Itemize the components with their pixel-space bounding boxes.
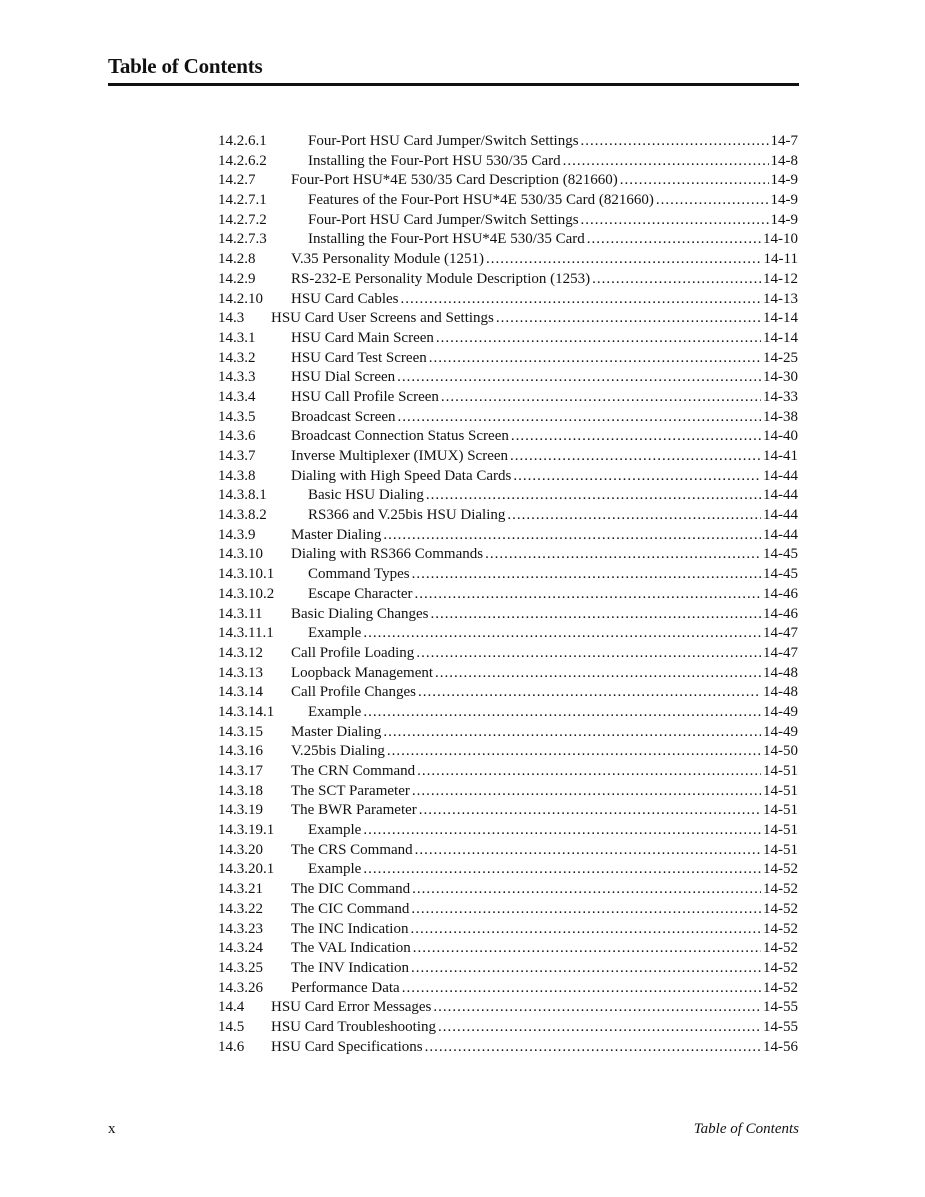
dot-leader (401, 289, 762, 309)
toc-entry-number: 14.3.10 (218, 546, 263, 563)
toc-entry-line (308, 151, 798, 171)
toc-entry-title[interactable]: Master Dialing (291, 526, 382, 543)
toc-entry-title[interactable]: Performance Data (291, 979, 400, 996)
toc-entry-page[interactable]: 14-56 (763, 1038, 798, 1055)
toc-entry-title[interactable]: Command Types (308, 566, 410, 583)
toc-entry-number: 14.3 (218, 310, 245, 327)
toc-entry-number: 14.3.20.1 (218, 861, 275, 878)
dot-leader (397, 367, 761, 387)
toc-entry-page[interactable]: 14-52 (763, 900, 798, 917)
toc-entry-page[interactable]: 14-47 (763, 625, 798, 642)
toc-entry-line (308, 485, 798, 505)
toc-entry-page[interactable]: 14-47 (763, 644, 798, 661)
dot-leader (413, 938, 761, 958)
toc-entry-page[interactable]: 14-11 (763, 251, 798, 268)
toc-entry[interactable] (0, 938, 925, 958)
toc-entry-line (291, 544, 798, 564)
dot-leader (363, 702, 761, 722)
toc-entry-line (308, 131, 798, 151)
toc-entry-page[interactable]: 14-52 (763, 979, 798, 996)
toc-entry-number: 14.3.24 (218, 940, 263, 957)
dot-leader (411, 899, 761, 919)
toc-entry-line (308, 623, 798, 643)
dot-leader (620, 170, 769, 190)
toc-entry-line (308, 859, 798, 879)
dot-leader (398, 407, 761, 427)
toc-entry[interactable] (0, 269, 925, 289)
toc-entry-line (291, 466, 798, 486)
toc-entry-number: 14.3.9 (218, 526, 256, 543)
footer-page-number: x (108, 1121, 116, 1137)
toc-entry[interactable] (0, 820, 925, 840)
toc-entry-number: 14.3.8 (218, 467, 256, 484)
dot-leader (419, 800, 761, 820)
toc-entry[interactable] (0, 407, 925, 427)
toc-entry-line (291, 525, 798, 545)
dot-leader (435, 663, 761, 683)
toc-entry-number: 14.3.14.1 (218, 703, 275, 720)
dot-leader (363, 859, 761, 879)
toc-entry-line (291, 663, 798, 683)
dot-leader (416, 643, 761, 663)
toc-entry-page[interactable]: 14-8 (770, 152, 798, 169)
toc-entry-number: 14.3.13 (218, 664, 263, 681)
toc-entry-number: 14.4 (218, 999, 245, 1016)
toc-entry-page[interactable]: 14-50 (763, 743, 798, 760)
dot-leader (411, 958, 761, 978)
dot-leader (496, 308, 761, 328)
toc-entry[interactable] (0, 761, 925, 781)
toc-entry-line (291, 919, 798, 939)
toc-entry-title[interactable]: Four-Port HSU Card Jumper/Switch Settings (308, 133, 579, 149)
toc-entry-page[interactable]: 14-51 (763, 802, 798, 819)
dot-leader (485, 544, 761, 564)
dot-leader (387, 741, 761, 761)
toc-entry[interactable] (0, 958, 925, 978)
toc-entry-page[interactable]: 14-49 (763, 723, 798, 740)
toc-entry-line (308, 229, 798, 249)
dot-leader (441, 387, 761, 407)
toc-entry-line (291, 249, 798, 269)
toc-entry-title[interactable]: HSU Card User Screens and Settings (271, 310, 494, 327)
toc-entry-page[interactable]: 14-14 (763, 329, 798, 346)
toc-entry-number: 14.2.8 (218, 251, 256, 268)
dot-leader (563, 151, 769, 171)
toc-entry-number: 14.2.10 (218, 290, 263, 307)
toc-entry-line (291, 800, 798, 820)
toc-entry[interactable] (0, 1017, 925, 1037)
toc-entry-title[interactable]: The CRS Command (291, 841, 413, 858)
toc-entry-page[interactable]: 14-51 (763, 822, 798, 839)
toc-entry-page[interactable]: 14-48 (763, 664, 798, 681)
toc-entry-number: 14.2.7.1 (218, 192, 267, 209)
dot-leader (425, 1037, 761, 1057)
dot-leader (581, 210, 769, 230)
toc-entry-number: 14.3.2 (218, 349, 256, 366)
toc-entry[interactable] (0, 741, 925, 761)
dot-leader (429, 348, 761, 368)
dot-leader (438, 1017, 761, 1037)
toc-entry[interactable] (0, 702, 925, 722)
toc-entry-line (291, 328, 798, 348)
toc-entry[interactable] (0, 328, 925, 348)
toc-entry[interactable] (0, 997, 925, 1017)
toc-entry-title[interactable]: Loopback Management (291, 664, 434, 681)
toc-entry-number: 14.2.7.3 (218, 231, 267, 248)
toc-entry-line (291, 269, 798, 289)
toc-entry[interactable] (0, 1037, 925, 1057)
toc-entry[interactable] (0, 426, 925, 446)
toc-entry[interactable] (0, 584, 925, 604)
toc-entry-title[interactable]: Example (308, 625, 362, 642)
toc-entry[interactable] (0, 367, 925, 387)
toc-entry[interactable] (0, 663, 925, 683)
toc-entry-line (291, 899, 798, 919)
dot-leader (436, 328, 761, 348)
footer-running-title: Table of Contents (693, 1121, 799, 1137)
toc-entry-page[interactable]: 14-45 (763, 546, 798, 563)
toc-entry-line (308, 505, 798, 525)
toc-entry-page[interactable]: 14-48 (763, 684, 798, 701)
toc-entry[interactable] (0, 604, 925, 624)
toc-entry-line (271, 997, 798, 1017)
toc-entry-line (308, 190, 798, 210)
toc-entry-title[interactable]: Example (308, 861, 362, 878)
toc-entry-line (308, 584, 798, 604)
toc-entry-title[interactable]: V.25bis Dialing (291, 743, 385, 760)
dot-leader (415, 840, 761, 860)
toc-entry-title[interactable]: Escape Character (308, 585, 413, 602)
toc-entry-line (308, 820, 798, 840)
toc-entry-title[interactable]: Installing the Four-Port HSU*4E 530/35 Card (308, 231, 585, 248)
toc-entry-line (291, 348, 798, 368)
toc-entry-number: 14.3.15 (218, 723, 263, 740)
toc-entry-title[interactable]: The SCT Parameter (291, 782, 410, 799)
toc-entry-line (291, 604, 798, 624)
toc-entry-number: 14.3.8.2 (218, 507, 267, 524)
toc-entry-page[interactable]: 14-41 (763, 448, 798, 464)
toc-entry-line (291, 426, 798, 446)
toc-entry-page[interactable]: 14-25 (763, 349, 798, 366)
toc-entry-number: 14.3.26 (218, 979, 263, 996)
toc-entry-number: 14.3.19.1 (218, 822, 275, 839)
toc-entry-line (291, 170, 798, 190)
toc-entry-title[interactable]: HSU Call Profile Screen (291, 388, 439, 405)
toc-entry-title[interactable]: Call Profile Loading (291, 644, 415, 661)
toc-entry-title[interactable]: Call Profile Changes (291, 684, 416, 701)
toc-entry-number: 14.3.22 (218, 900, 263, 917)
toc-entry[interactable] (0, 899, 925, 919)
toc-entry-number: 14.2.6.1 (218, 133, 267, 149)
toc-entry-line (291, 840, 798, 860)
toc-entry[interactable] (0, 229, 925, 249)
toc-entry-number: 14.3.7 (218, 448, 256, 464)
dot-leader (511, 426, 761, 446)
toc-entry[interactable] (0, 840, 925, 860)
toc-entry-page[interactable]: 14-52 (763, 959, 798, 976)
toc-entry-line (291, 781, 798, 801)
toc-entry-page[interactable]: 14-10 (763, 231, 798, 248)
dot-leader (581, 131, 769, 151)
toc-entry-page[interactable]: 14-46 (763, 605, 798, 622)
toc-entry-page[interactable]: 14-46 (763, 585, 798, 602)
toc-entry-line (291, 446, 798, 466)
dot-leader (656, 190, 769, 210)
dot-leader (486, 249, 762, 269)
toc-entry-title[interactable]: Basic HSU Dialing (308, 487, 424, 504)
toc-entry-title[interactable]: Example (308, 822, 362, 839)
toc-entry-line (271, 1017, 798, 1037)
toc-entry-number: 14.3.21 (218, 881, 263, 898)
dot-leader (513, 466, 761, 486)
toc-entry[interactable] (0, 210, 925, 230)
dot-leader (383, 525, 761, 545)
toc-entry-line (291, 978, 798, 998)
dot-leader (383, 722, 761, 742)
dot-leader (363, 820, 761, 840)
toc-entry[interactable] (0, 308, 925, 328)
toc-entry[interactable] (0, 151, 925, 171)
toc-entry-title[interactable]: Broadcast Screen (291, 408, 396, 425)
toc-entry-title[interactable]: HSU Card Error Messages (271, 999, 432, 1016)
header-rule (108, 83, 799, 86)
dot-leader (415, 584, 761, 604)
toc-entry-number: 14.3.11.1 (218, 625, 274, 642)
toc-entry-number: 14.3.11 (218, 605, 263, 622)
toc-entry[interactable] (0, 919, 925, 939)
dot-leader (587, 229, 761, 249)
toc-entry-page[interactable]: 14-44 (763, 526, 798, 543)
toc-entry-title[interactable]: Four-Port HSU Card Jumper/Switch Settings (308, 211, 579, 228)
toc-entry-number: 14.3.10.2 (218, 585, 275, 602)
toc-entry-page[interactable]: 14-12 (763, 270, 798, 287)
page-title: Table of Contents (108, 54, 263, 78)
toc-entry-title[interactable]: Features of the Four-Port HSU*4E 530/35 Card (821660) (308, 192, 654, 209)
toc-entry-title[interactable]: The CIC Command (291, 900, 410, 917)
toc-entry-page[interactable]: 14-9 (770, 192, 798, 209)
dot-leader (412, 564, 761, 584)
toc-entry-number: 14.2.6.2 (218, 152, 267, 169)
toc-entry-line (291, 741, 798, 761)
toc-entry-line (308, 210, 798, 230)
toc-entry[interactable] (0, 485, 925, 505)
toc-entry-line (291, 958, 798, 978)
toc-entry-number: 14.3.18 (218, 782, 263, 799)
toc-entry-number: 14.3.17 (218, 763, 263, 779)
toc-entry-number: 14.3.5 (218, 408, 256, 425)
toc-entry-title[interactable]: HSU Card Specifications (271, 1038, 423, 1055)
dot-leader (412, 781, 761, 801)
toc-entry-title[interactable]: Inverse Multiplexer (IMUX) Screen (291, 448, 509, 464)
toc-entry-page[interactable]: 14-9 (770, 172, 798, 189)
toc-entry-title[interactable]: The VAL Indication (291, 940, 411, 957)
toc-entry-page[interactable]: 14-44 (763, 467, 798, 484)
toc-entry[interactable] (0, 466, 925, 486)
toc-entry-page[interactable]: 14-38 (763, 408, 798, 425)
toc-entry-title[interactable]: HSU Dial Screen (291, 369, 396, 386)
toc-entry[interactable] (0, 505, 925, 525)
toc-entry-line (271, 308, 798, 328)
toc-entry-page[interactable]: 14-44 (763, 507, 798, 524)
toc-entry-number: 14.2.7 (218, 172, 256, 189)
toc-entry[interactable] (0, 800, 925, 820)
toc-entry-page[interactable]: 14-13 (763, 290, 798, 307)
toc-entry[interactable] (0, 289, 925, 309)
toc-entry-page[interactable]: 14-51 (763, 763, 798, 779)
toc-entry-line (271, 1037, 798, 1057)
toc-entry-page[interactable]: 14-51 (763, 782, 798, 799)
toc-entry[interactable] (0, 348, 925, 368)
toc-entry-page[interactable]: 14-52 (763, 920, 798, 937)
toc-entry-title[interactable]: Master Dialing (291, 723, 382, 740)
toc-entry[interactable] (0, 879, 925, 899)
toc-entry[interactable] (0, 682, 925, 702)
toc-entry-number: 14.3.14 (218, 684, 263, 701)
dot-leader (426, 485, 761, 505)
toc-entry-number: 14.3.23 (218, 920, 263, 937)
toc-entry-line (291, 682, 798, 702)
toc-entry-line (291, 643, 798, 663)
toc-entry[interactable] (0, 190, 925, 210)
toc-entry-title[interactable]: The INV Indication (291, 959, 410, 976)
toc-entry-title[interactable]: Dialing with RS366 Commands (291, 546, 484, 563)
toc-entry-number: 14.3.12 (218, 644, 263, 661)
toc-entry[interactable] (0, 643, 925, 663)
toc-entry-title[interactable]: Four-Port HSU*4E 530/35 Card Description (821660) (291, 172, 618, 189)
toc-entry-title[interactable]: Installing the Four-Port HSU 530/35 Card (308, 152, 561, 169)
toc-entry-page[interactable]: 14-40 (763, 428, 798, 445)
toc-entry-number: 14.3.10.1 (218, 566, 275, 583)
toc-entry-line (308, 564, 798, 584)
toc-entry-number: 14.3.4 (218, 388, 256, 405)
toc-entry-line (291, 761, 798, 781)
toc-entry-number: 14.3.25 (218, 959, 263, 976)
toc-entry[interactable] (0, 525, 925, 545)
dot-leader (433, 997, 761, 1017)
toc-entry-page[interactable]: 14-52 (763, 940, 798, 957)
toc-entry-line (291, 722, 798, 742)
toc-entry[interactable] (0, 170, 925, 190)
toc-entry-line (291, 367, 798, 387)
toc-entry[interactable] (0, 623, 925, 643)
toc-entry-number: 14.5 (218, 1018, 245, 1035)
dot-leader (402, 978, 761, 998)
toc-entry-title[interactable]: RS366 and V.25bis HSU Dialing (308, 507, 506, 524)
dot-leader (507, 505, 761, 525)
toc-entry-line (308, 702, 798, 722)
toc-entry-number: 14.3.19 (218, 802, 263, 819)
toc-entry-title[interactable]: HSU Card Troubleshooting (271, 1018, 437, 1035)
toc-entry[interactable] (0, 859, 925, 879)
toc-entry-title[interactable]: Basic Dialing Changes (291, 605, 429, 622)
toc-entry[interactable] (0, 387, 925, 407)
toc-entry-title[interactable]: V.35 Personality Module (1251) (291, 251, 485, 268)
toc-entry-page[interactable]: 14-49 (763, 703, 798, 720)
dot-leader (418, 682, 761, 702)
dot-leader (363, 623, 761, 643)
toc-entry-page[interactable]: 14-9 (770, 211, 798, 228)
toc-entry-number: 14.3.6 (218, 428, 256, 445)
toc-entry-line (291, 879, 798, 899)
toc-entry-page[interactable]: 14-7 (770, 133, 798, 149)
toc-entry-page[interactable]: 14-14 (763, 310, 798, 327)
toc-entry[interactable] (0, 564, 925, 584)
toc-entry-page[interactable]: 14-44 (763, 487, 798, 504)
toc-entry-line (291, 387, 798, 407)
toc-entry-page[interactable]: 14-55 (763, 999, 798, 1016)
toc-entry-number: 14.3.1 (218, 329, 256, 346)
toc-entry[interactable] (0, 446, 925, 466)
toc-entry[interactable] (0, 249, 925, 269)
toc-entry-title[interactable]: Broadcast Connection Status Screen (291, 428, 509, 445)
toc-entry-number: 14.2.7.2 (218, 211, 267, 228)
toc-entry-title[interactable]: The CRN Command (291, 763, 416, 779)
toc-entry-page[interactable]: 14-52 (763, 861, 798, 878)
dot-leader (430, 604, 761, 624)
toc-entry[interactable] (0, 978, 925, 998)
toc-entry-page[interactable]: 14-55 (763, 1018, 798, 1035)
dot-leader (410, 919, 761, 939)
toc-entry-line (291, 289, 798, 309)
toc-entry-title[interactable]: The BWR Parameter (291, 802, 417, 819)
toc-entry-page[interactable]: 14-51 (763, 841, 798, 858)
toc-entry-page[interactable]: 14-52 (763, 881, 798, 898)
toc-entry[interactable] (0, 781, 925, 801)
toc-entry-title[interactable]: Dialing with High Speed Data Cards (291, 467, 512, 484)
toc-entry-page[interactable]: 14-30 (763, 369, 798, 386)
toc-entry-title[interactable]: HSU Card Test Screen (291, 349, 427, 366)
toc-entry[interactable] (0, 131, 925, 151)
toc-entry-line (291, 938, 798, 958)
toc-entry-number: 14.3.8.1 (218, 487, 267, 504)
toc-entry-number: 14.3.16 (218, 743, 263, 760)
dot-leader (510, 446, 761, 466)
toc-entry-title[interactable]: The DIC Command (291, 881, 411, 898)
dot-leader (592, 269, 761, 289)
dot-leader (417, 761, 761, 781)
toc-entry-number: 14.6 (218, 1038, 245, 1055)
toc-entry-title[interactable]: HSU Card Cables (291, 290, 399, 307)
toc-list (0, 131, 925, 1056)
toc-entry[interactable] (0, 722, 925, 742)
toc-entry[interactable] (0, 544, 925, 564)
toc-entry-page[interactable]: 14-33 (763, 388, 798, 405)
toc-entry-title[interactable]: HSU Card Main Screen (291, 329, 434, 346)
toc-entry-title[interactable]: The INC Indication (291, 920, 409, 937)
dot-leader (412, 879, 761, 899)
toc-entry-line (291, 407, 798, 427)
toc-entry-title[interactable]: RS-232-E Personality Module Description (1253) (291, 270, 591, 287)
toc-entry-number: 14.2.9 (218, 270, 256, 287)
toc-entry-page[interactable]: 14-45 (763, 566, 798, 583)
toc-entry-number: 14.3.3 (218, 369, 256, 386)
toc-entry-number: 14.3.20 (218, 841, 263, 858)
toc-entry-title[interactable]: Example (308, 703, 362, 720)
